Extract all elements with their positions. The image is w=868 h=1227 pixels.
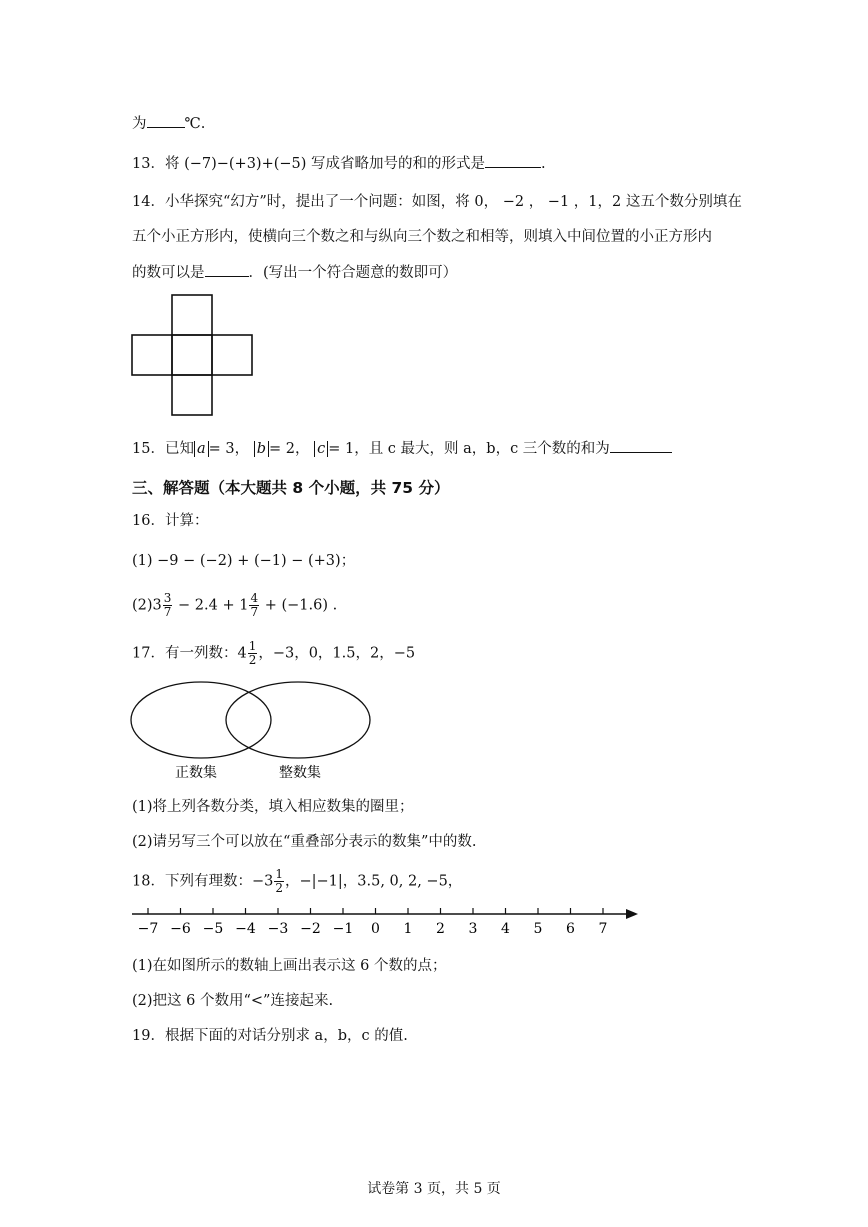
fraction-denominator: 2 — [248, 653, 257, 667]
q15-prefix: 15．已知 — [132, 441, 194, 457]
q12-blank — [147, 113, 185, 128]
q13-end: . — [541, 156, 546, 172]
question-17 — [132, 640, 415, 667]
number-line-tick-label: 7 — [598, 921, 608, 937]
number-line-tick-label: 1 — [403, 921, 413, 937]
fraction-numerator: 1 — [275, 867, 283, 881]
number-line-tick-label: 3 — [468, 921, 478, 937]
fraction-numerator: 3 — [163, 591, 172, 605]
q13-text: 写成省略加号的和的形式是 — [311, 156, 486, 172]
q14-line-2: 五个小正方形内，使横向三个数之和与纵向三个数之和相等，则填入中间位置的小正方形内 — [132, 229, 712, 245]
magic-square-cross-figure — [128, 292, 258, 420]
venn-right-ellipse — [226, 682, 370, 758]
q12-tail-pre: 为 — [132, 116, 147, 132]
q15-abs-a: a — [194, 441, 209, 457]
q15-a-value: = 3， — [208, 441, 250, 457]
q13-expression: (−7)−(+3)+(−5) — [184, 156, 307, 172]
number-line-tick-label: −2 — [300, 921, 321, 937]
q14-line-3-pre: 的数可以是 — [132, 265, 205, 281]
q15-blank — [610, 438, 672, 453]
q17-fraction — [248, 640, 258, 667]
cross-cell-right — [212, 335, 252, 375]
cross-cell-left — [132, 335, 172, 375]
fraction-numerator: 4 — [250, 591, 259, 605]
fraction-numerator: 1 — [248, 639, 257, 653]
q16-2-int: 3 — [152, 597, 162, 614]
venn-left-label: 正数集 — [175, 765, 217, 781]
page-footer: 试卷第 3 页，共 5 页 — [367, 1181, 501, 1197]
number-line-arrow-icon — [626, 909, 638, 919]
q15-abs-c: c — [314, 441, 328, 457]
q17-part-1: (1)将上列各数分类，填入相应数集的圈里； — [132, 799, 414, 815]
q16-2-fraction-2 — [249, 592, 259, 619]
number-line-tick-label: 4 — [501, 921, 510, 937]
q17-numbers: ，−3，0，1.5，2，−5 — [258, 645, 416, 662]
q16-2-fraction-1 — [163, 592, 173, 619]
q14-line-3 — [132, 262, 457, 283]
question-18 — [132, 868, 462, 895]
q18-numbers: ，−|−1|，3.5, 0, 2, −5， — [284, 873, 463, 890]
fraction-denominator: 7 — [250, 605, 259, 619]
number-line — [128, 902, 640, 942]
cross-cell-top — [172, 295, 212, 335]
question-16: 16．计算： — [132, 513, 209, 529]
cross-cell-center — [172, 335, 212, 375]
q13-prefix: 13．将 — [132, 156, 180, 172]
venn-right-label: 整数集 — [279, 765, 321, 781]
number-line-tick-label: −5 — [202, 921, 224, 937]
number-line-tick-label: 0 — [371, 921, 380, 937]
number-line-tick-label: −1 — [332, 921, 354, 937]
q17-int: 4 — [237, 645, 247, 662]
question-15 — [132, 438, 672, 459]
fraction-denominator: 7 — [163, 605, 172, 619]
question-13 — [132, 153, 546, 174]
q18-prefix: 18．下列有理数： — [132, 873, 252, 890]
q14-blank — [205, 262, 249, 277]
section-3-heading: 三、解答题（本大题共 8 个小题，共 75 分） — [132, 479, 450, 497]
q18-part-1: (1)在如图所示的数轴上画出表示这 6 个数的点； — [132, 958, 447, 974]
number-line-tick-label: −4 — [235, 921, 256, 937]
number-line-tick-label: 5 — [533, 921, 543, 937]
q18-int: −3 — [251, 873, 274, 890]
q15-abs-b: b — [254, 441, 269, 457]
q17-prefix: 17．有一列数： — [132, 645, 238, 662]
q16-2-middle: − 2.4 + 1 — [178, 597, 249, 614]
venn-left-ellipse — [131, 682, 271, 758]
q16-part-2 — [132, 592, 337, 619]
q16-2-end: + (−1.6) . — [264, 597, 338, 614]
q15-b-value: = 2， — [269, 441, 310, 457]
number-line-tick-label: −3 — [267, 921, 289, 937]
question-19: 19．根据下面的对话分别求 a，b，c 的值. — [132, 1028, 408, 1044]
fraction-denominator: 2 — [275, 881, 283, 895]
q16-2-label: (2) — [132, 597, 153, 614]
q14-line-1: 14．小华探究“幻方”时，提出了一个问题：如图，将 0， −2 ， −1 ，1，2 这五个数分别填在 — [132, 194, 742, 210]
q12-tail-post: ℃. — [184, 116, 206, 132]
number-line-tick-label: 2 — [436, 921, 445, 937]
number-line-tick-label: 6 — [566, 921, 575, 937]
q17-part-2: (2)请另写三个可以放在“重叠部分表示的数集”中的数. — [132, 834, 477, 850]
q16-part-1: (1) −9 − (−2) + (−1) − (+3)； — [132, 553, 356, 569]
q13-blank — [485, 153, 541, 168]
q12-tail — [132, 113, 205, 134]
number-line-tick-label: −7 — [137, 921, 159, 937]
number-line-tick-label: −6 — [170, 921, 191, 937]
q18-part-2: (2)把这 6 个数用“<”连接起来. — [132, 993, 334, 1009]
venn-diagram — [128, 678, 378, 786]
q18-fraction — [274, 868, 284, 895]
q14-line-3-post: ．(写出一个符合题意的数即可） — [248, 265, 458, 281]
q15-c-text: = 1，且 c 最大，则 a，b，c 三个数的和为 — [328, 441, 610, 457]
cross-cell-bottom — [172, 375, 212, 415]
